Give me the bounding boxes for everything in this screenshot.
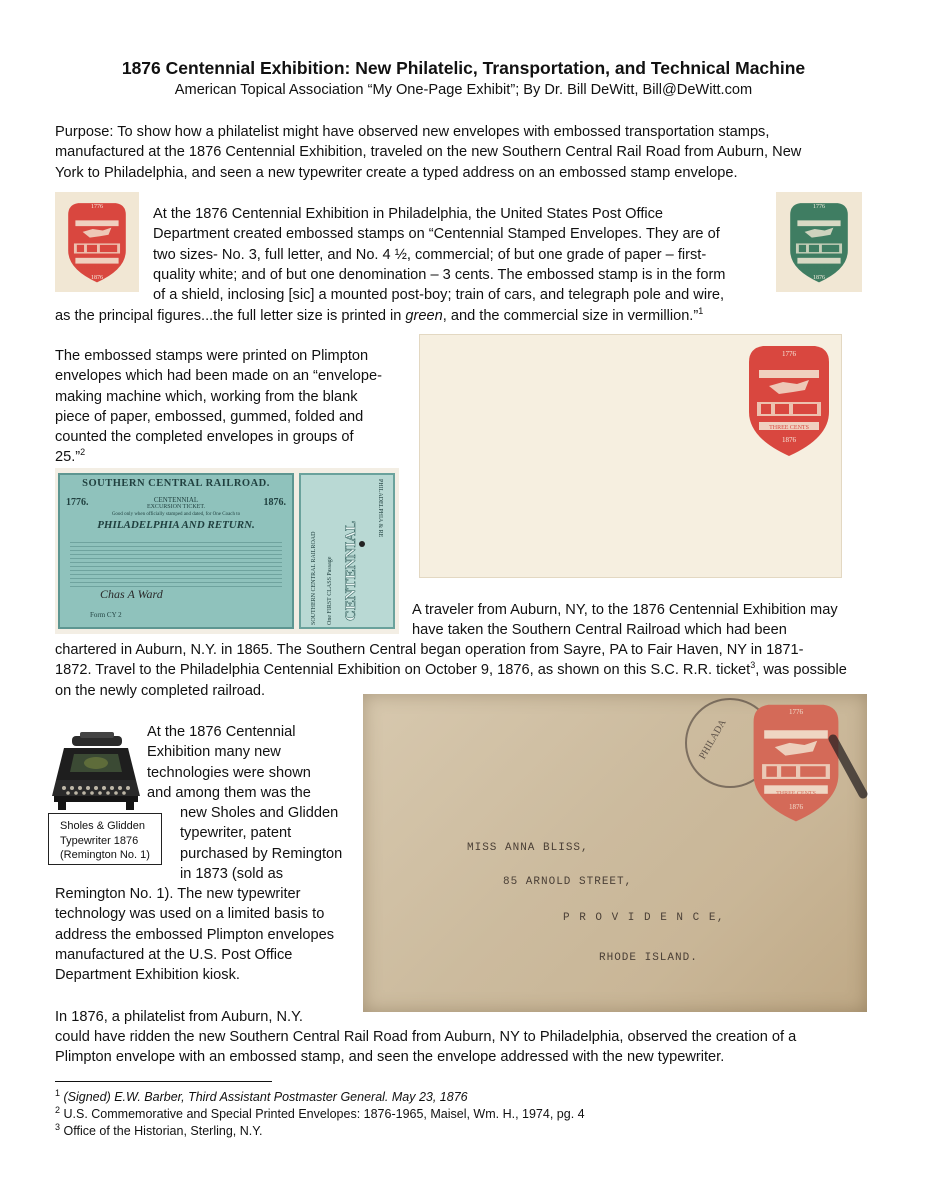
ticket-signature: Chas A Ward [100,587,163,601]
closing-first-line: In 1876, a philatelist from Auburn, N.Y. [55,1009,303,1025]
red-stamp-image [55,192,139,292]
text-line: counted the completed envelopes in groups of [55,429,354,446]
section2-paragraph [55,346,415,468]
text-line: piece of paper, embossed, gummed, folded and [55,408,364,425]
text-line: typewriter, patent [180,825,292,842]
ticket-destination: PHILADELPHIA AND RETURN. [97,519,255,531]
stamp-year-bottom: 1876 [91,275,103,281]
text-line: could have ridden the new Southern Central Rail Road from Auburn, NY to Philadelphia, observed the creation of a [55,1029,797,1045]
caption-line: Typewriter 1876 [60,834,139,847]
text-line: envelopes which had been made on an “envelope- [55,368,382,385]
ticket-kind2: EXCURSION TICKET. [146,504,206,510]
address-line: P R O V I D E N C E, [563,912,726,924]
typewriter-caption-box [48,813,162,865]
caption-line: (Remington No. 1) [60,849,150,861]
text-line: address the embossed Plimpton envelopes [55,926,335,943]
text-line: The embossed stamps were printed on Plimpton [55,348,369,364]
stamp-year-top: 1776 [813,204,825,210]
addressed-cover-image [363,694,867,1012]
stamp-value: THREE CENTS [80,266,114,271]
text-line: of a shield, inclosing [sic] a mounted post-boy; train of cars, and telegraph pole and wire, [153,287,725,304]
stamp-value: THREE CENTS [776,791,816,797]
text-line: York to Philadelphia, and seen a new typewriter create a typed address on an embossed stamp envelope. [55,164,738,181]
section3-right-lines [412,600,912,641]
section4-lines-b [180,803,360,884]
footnote: $^2$ U.S. Commemorative and Special Printed Envelopes: 1876-1965, Maisel, Wm. H., 1974, pg. 4 [55,1104,585,1121]
page-subtitle: American Topical Association “My One-Page Exhibit”; By Dr. Bill DeWitt, Bill@DeWitt.com [174,82,753,98]
ticket-year-left: 1776. [66,497,89,508]
railroad-ticket-image [55,468,399,634]
ticket-stub [299,473,395,629]
stamp-year-top: 1776 [91,204,103,210]
stamp-year-bottom: 1876 [782,436,796,444]
caption-line: Sholes & Glidden [60,820,145,832]
ticket-form: Form CY 2 [90,611,122,619]
stamp-year-bottom: 1876 [813,275,825,281]
section1-paragraph [153,204,773,305]
text-line: Exhibition many new [147,744,281,761]
text-line: and among them was the [147,784,311,801]
cancel-mark [823,734,883,804]
ticket-railroad-name: SOUTHERN CENTRAL RAILROAD. [82,478,270,489]
text-line: have taken the Southern Central Railroad which had been [412,622,787,639]
text-line: chartered in Auburn, N.Y. in 1865. The Southern Central began operation from Sayre, PA to Fair Haven, NY in 1871- [55,642,804,658]
text-line: technologies were shown [147,764,311,781]
stub-top: PHILADELPHIA & RE [377,479,383,538]
emphasis: green [405,308,443,324]
text-line: two sizes- No. 3, full letter, and No. 4 ½, commercial; of but one grade of paper – first- [153,246,707,263]
ticket-good-text: Good only when officially stamped and dated, for One Coach to [111,512,241,517]
footnote-ref: 2 [80,447,86,458]
section4-lines-c [55,884,355,985]
centennial-envelope-image [419,334,842,578]
text-line: 25.”$^2$ [55,447,86,466]
green-stamp-image [776,192,862,292]
text-line: Remington No. 1). The new typewriter [55,886,301,902]
typewriter-icon [50,732,142,812]
footnotes [55,1089,915,1140]
text-line: Purpose: To show how a philatelist might have observed new envelopes with embossed transportation stamps, [55,124,770,140]
text-line: in 1873 (sold as [180,865,284,882]
typewriter-image [50,732,142,812]
postmark-text: PHILADA [697,717,729,762]
stub-class: One FIRST CLASS Passage [327,556,333,625]
footnote: $^1$ (Signed) E.W. Barber, Third Assistant Postmaster General. May 23, 1876 [55,1087,468,1104]
ticket-year-right: 1876. [263,497,286,508]
stamp-value: THREE CENTS [802,266,836,271]
address-line: 85 ARNOLD STREET, [503,876,633,888]
text-line: making machine which, working from the blank [55,388,358,405]
text-line: Department Exhibition kiosk. [55,967,240,984]
closing-paragraph [55,1027,915,1068]
text-line: manufactured at the U.S. Post Office [55,946,293,963]
stub-railroad: SOUTHERN CENTRAL RAILROAD [311,531,317,625]
text-line: A traveler from Auburn, NY, to the 1876 Centennial Exhibition may [412,602,838,618]
text-line: quality white; and of but one denomination – 3 cents. The embossed stamp is in the form [153,266,726,283]
punch-hole [359,541,365,547]
text-line: new Sholes and Glidden [180,805,339,821]
text-line: Department created embossed stamps on “Centennial Stamped Envelopes. They are of [153,226,720,243]
footnote: $^3$ Office of the Historian, Sterling, N.Y. [55,1121,263,1138]
address-line: MISS ANNA BLISS, [467,842,589,854]
stub-centennial: CENTENNIAL [343,520,359,621]
section4-lines-a [147,722,357,803]
section1-last-line: as the principal figures...the full letter size is printed in green, and the commercial size in vermillion.”$^1$ [55,306,704,324]
ticket-kind: CENTENNIAL [153,496,199,504]
text-line: purchased by Remington [180,845,343,862]
stamp-year-bottom: 1876 [789,803,803,811]
stamp-value: THREE CENTS [769,425,809,431]
purpose-paragraph [55,122,905,183]
text-line: At the 1876 Centennial [147,724,296,740]
ticket-fine-print [70,539,282,587]
text-line: 1872. Travel to the Philadelphia Centennial Exhibition on October 9, 1876, as shown on this S.C. R.R. ticket$^3$, was possible [55,660,847,679]
text-line: technology was used on a limited basis to [55,906,325,923]
text-line: At the 1876 Centennial Exhibition in Philadelphia, the United States Post Office [153,206,664,222]
footnote-ref: 1 [698,306,704,317]
text-line: Plimpton envelope with an embossed stamp, and seen the envelope addressed with the new typewriter. [55,1049,725,1066]
page-title: 1876 Centennial Exhibition: New Philatelic, Transportation, and Technical Machine [121,58,806,78]
footnote-divider [55,1081,272,1082]
text-line: manufactured at the 1876 Centennial Exhibition, traveled on the new Southern Central Rail Road from Auburn, New [55,144,802,161]
stamp-year-top: 1776 [782,350,796,358]
section3-full-lines [55,640,925,701]
stamp-year-top: 1776 [789,708,803,716]
footnote-ref: 3 [750,660,756,671]
address-line: RHODE ISLAND. [599,952,698,964]
text-line: on the newly completed railroad. [55,682,266,699]
ticket-main [58,473,294,629]
